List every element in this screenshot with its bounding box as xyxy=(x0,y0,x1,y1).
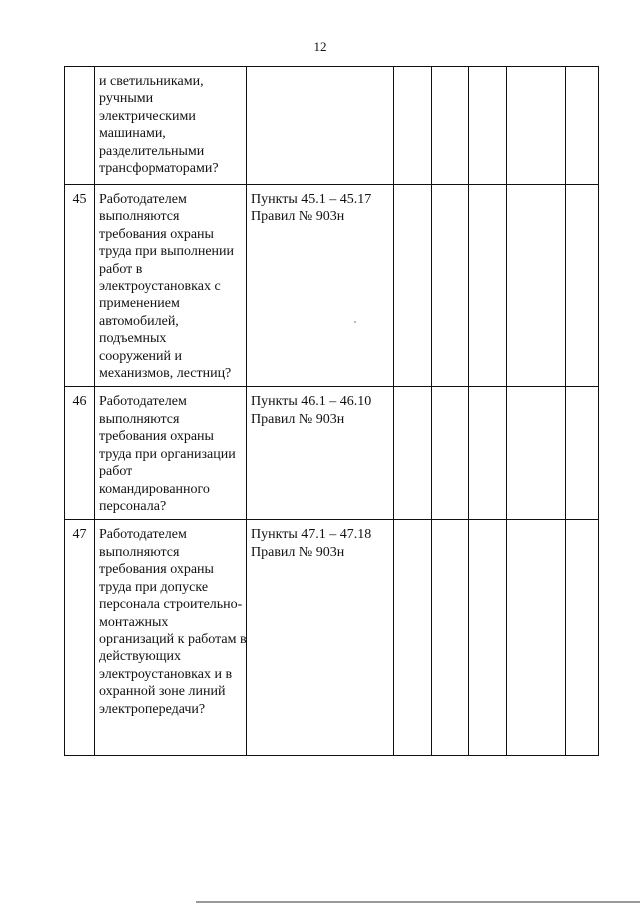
question-text: и светильниками, ручными электрическими машинами, разделительными трансформаторами? xyxy=(99,74,219,177)
table-row xyxy=(65,67,599,185)
notes-cell[interactable] xyxy=(507,387,566,520)
answer-cell-no[interactable] xyxy=(432,67,469,185)
answer-cell-no[interactable] xyxy=(432,387,469,520)
reference-cell xyxy=(247,387,394,520)
scan-artifact xyxy=(354,321,356,323)
answer-cell-na[interactable] xyxy=(469,387,507,520)
notes-cell[interactable] xyxy=(507,185,566,387)
extra-cell[interactable] xyxy=(566,67,599,185)
checklist-table xyxy=(64,66,599,756)
answer-cell-yes[interactable] xyxy=(394,520,432,756)
row-number: 47 xyxy=(65,520,95,756)
row-number: 46 xyxy=(65,387,95,520)
answer-cell-na[interactable] xyxy=(469,67,507,185)
notes-cell[interactable] xyxy=(507,520,566,756)
question-text: Работодателем выполняются требования охраны труда при выполнении работ в электроустановках с применением автомобилей, подъемных сооружений и механизмов, лестниц? xyxy=(99,192,235,382)
row-number xyxy=(65,67,95,185)
question-cell xyxy=(95,520,247,756)
extra-cell[interactable] xyxy=(566,520,599,756)
answer-cell-no[interactable] xyxy=(432,520,469,756)
question-text: Работодателем выполняются требования охраны труда при допуске персонала строительно-монтажных организаций к работам в действующих электроустановках и в охранной зоне линий электропередачи? xyxy=(99,527,247,717)
question-cell xyxy=(95,67,247,185)
reference-cell xyxy=(247,185,394,387)
reference-cell xyxy=(247,67,394,185)
answer-cell-no[interactable] xyxy=(432,185,469,387)
extra-cell[interactable] xyxy=(566,387,599,520)
reference-text: Пункты 46.1 – 46.10 Правил № 903н xyxy=(251,394,372,427)
question-cell xyxy=(95,387,247,520)
table-row xyxy=(65,520,599,756)
reference-text: Пункты 47.1 – 47.18 Правил № 903н xyxy=(251,527,372,560)
reference-cell xyxy=(247,520,394,756)
row-number: 45 xyxy=(65,185,95,387)
table-row xyxy=(65,387,599,520)
answer-cell-yes[interactable] xyxy=(394,387,432,520)
reference-text: Пункты 45.1 – 45.17 Правил № 903н xyxy=(251,192,372,225)
answer-cell-na[interactable] xyxy=(469,185,507,387)
question-text: Работодателем выполняются требования охраны труда при организации работ командированного персонала? xyxy=(99,394,236,514)
scan-edge-line xyxy=(196,901,640,903)
answer-cell-yes[interactable] xyxy=(394,185,432,387)
notes-cell[interactable] xyxy=(507,67,566,185)
table-row xyxy=(65,185,599,387)
extra-cell[interactable] xyxy=(566,185,599,387)
page-number: 12 xyxy=(313,39,327,54)
answer-cell-yes[interactable] xyxy=(394,67,432,185)
answer-cell-na[interactable] xyxy=(469,520,507,756)
question-cell xyxy=(95,185,247,387)
